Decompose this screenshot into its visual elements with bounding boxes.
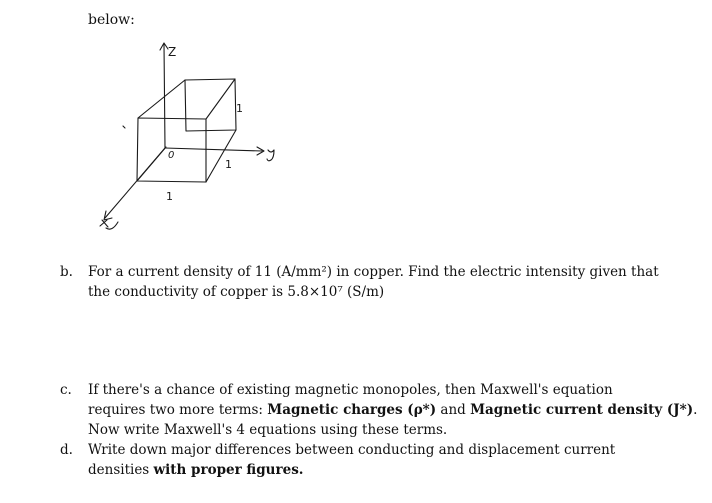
question-c-line-3: Now write Maxwell's 4 equations using these terms. bbox=[88, 422, 448, 438]
x-axis-label-glyph bbox=[100, 220, 118, 229]
question-c-line-2-start: requires two more terms: bbox=[88, 402, 268, 418]
question-d-line-2-start: densities bbox=[88, 462, 154, 478]
question-c-marker: c. bbox=[60, 382, 72, 398]
question-d-line-1: Write down major differences between conducting and displacement current bbox=[88, 442, 616, 458]
faint-tick bbox=[123, 126, 125, 128]
cube-axes-figure bbox=[80, 30, 310, 245]
edge-label-z: 1 bbox=[236, 102, 243, 115]
cube-edge-bottom-left bbox=[137, 147, 166, 181]
question-c-line-1: If there's a chance of existing magnetic monopoles, then Maxwell's equation bbox=[88, 382, 613, 398]
question-c-line-2 bbox=[88, 400, 700, 420]
question-b bbox=[60, 262, 700, 302]
cube-back-face bbox=[185, 79, 236, 131]
magnetic-charges-term: Magnetic charges (ρ*) bbox=[267, 402, 437, 418]
question-d-line-2 bbox=[88, 460, 700, 480]
question-d bbox=[60, 440, 700, 480]
cube-sketch bbox=[80, 30, 310, 245]
intro-text: below: bbox=[88, 12, 135, 28]
y-axis-label-glyph bbox=[267, 150, 274, 161]
x-axis-arrowhead bbox=[104, 211, 112, 220]
edge-label-x: 1 bbox=[166, 190, 173, 203]
cube-edge-top-right bbox=[206, 79, 235, 119]
y-axis bbox=[165, 148, 262, 151]
question-b-line-2: the conductivity of copper is 5.8×10⁷ (S/m) bbox=[88, 284, 385, 300]
cube-edge-top-left bbox=[138, 80, 185, 118]
question-c-line-2-mid: and bbox=[436, 402, 471, 418]
question-b-line-1: For a current density of 11 (A/mm²) in copper. Find the electric intensity given that bbox=[88, 264, 659, 280]
question-b-marker: b. bbox=[60, 264, 73, 280]
edge-label-y: 1 bbox=[225, 158, 232, 171]
z-axis-label: Z bbox=[168, 45, 177, 59]
origin-label: 0 bbox=[168, 150, 175, 161]
cube-edge-bottom-right bbox=[206, 130, 236, 182]
magnetic-current-density-term: Magnetic current density (J*) bbox=[470, 402, 694, 418]
proper-figures-emphasis: with proper figures. bbox=[153, 462, 304, 478]
question-c-line-2-end: . bbox=[693, 402, 698, 418]
question-c bbox=[60, 380, 700, 440]
question-d-marker: d. bbox=[60, 442, 73, 458]
